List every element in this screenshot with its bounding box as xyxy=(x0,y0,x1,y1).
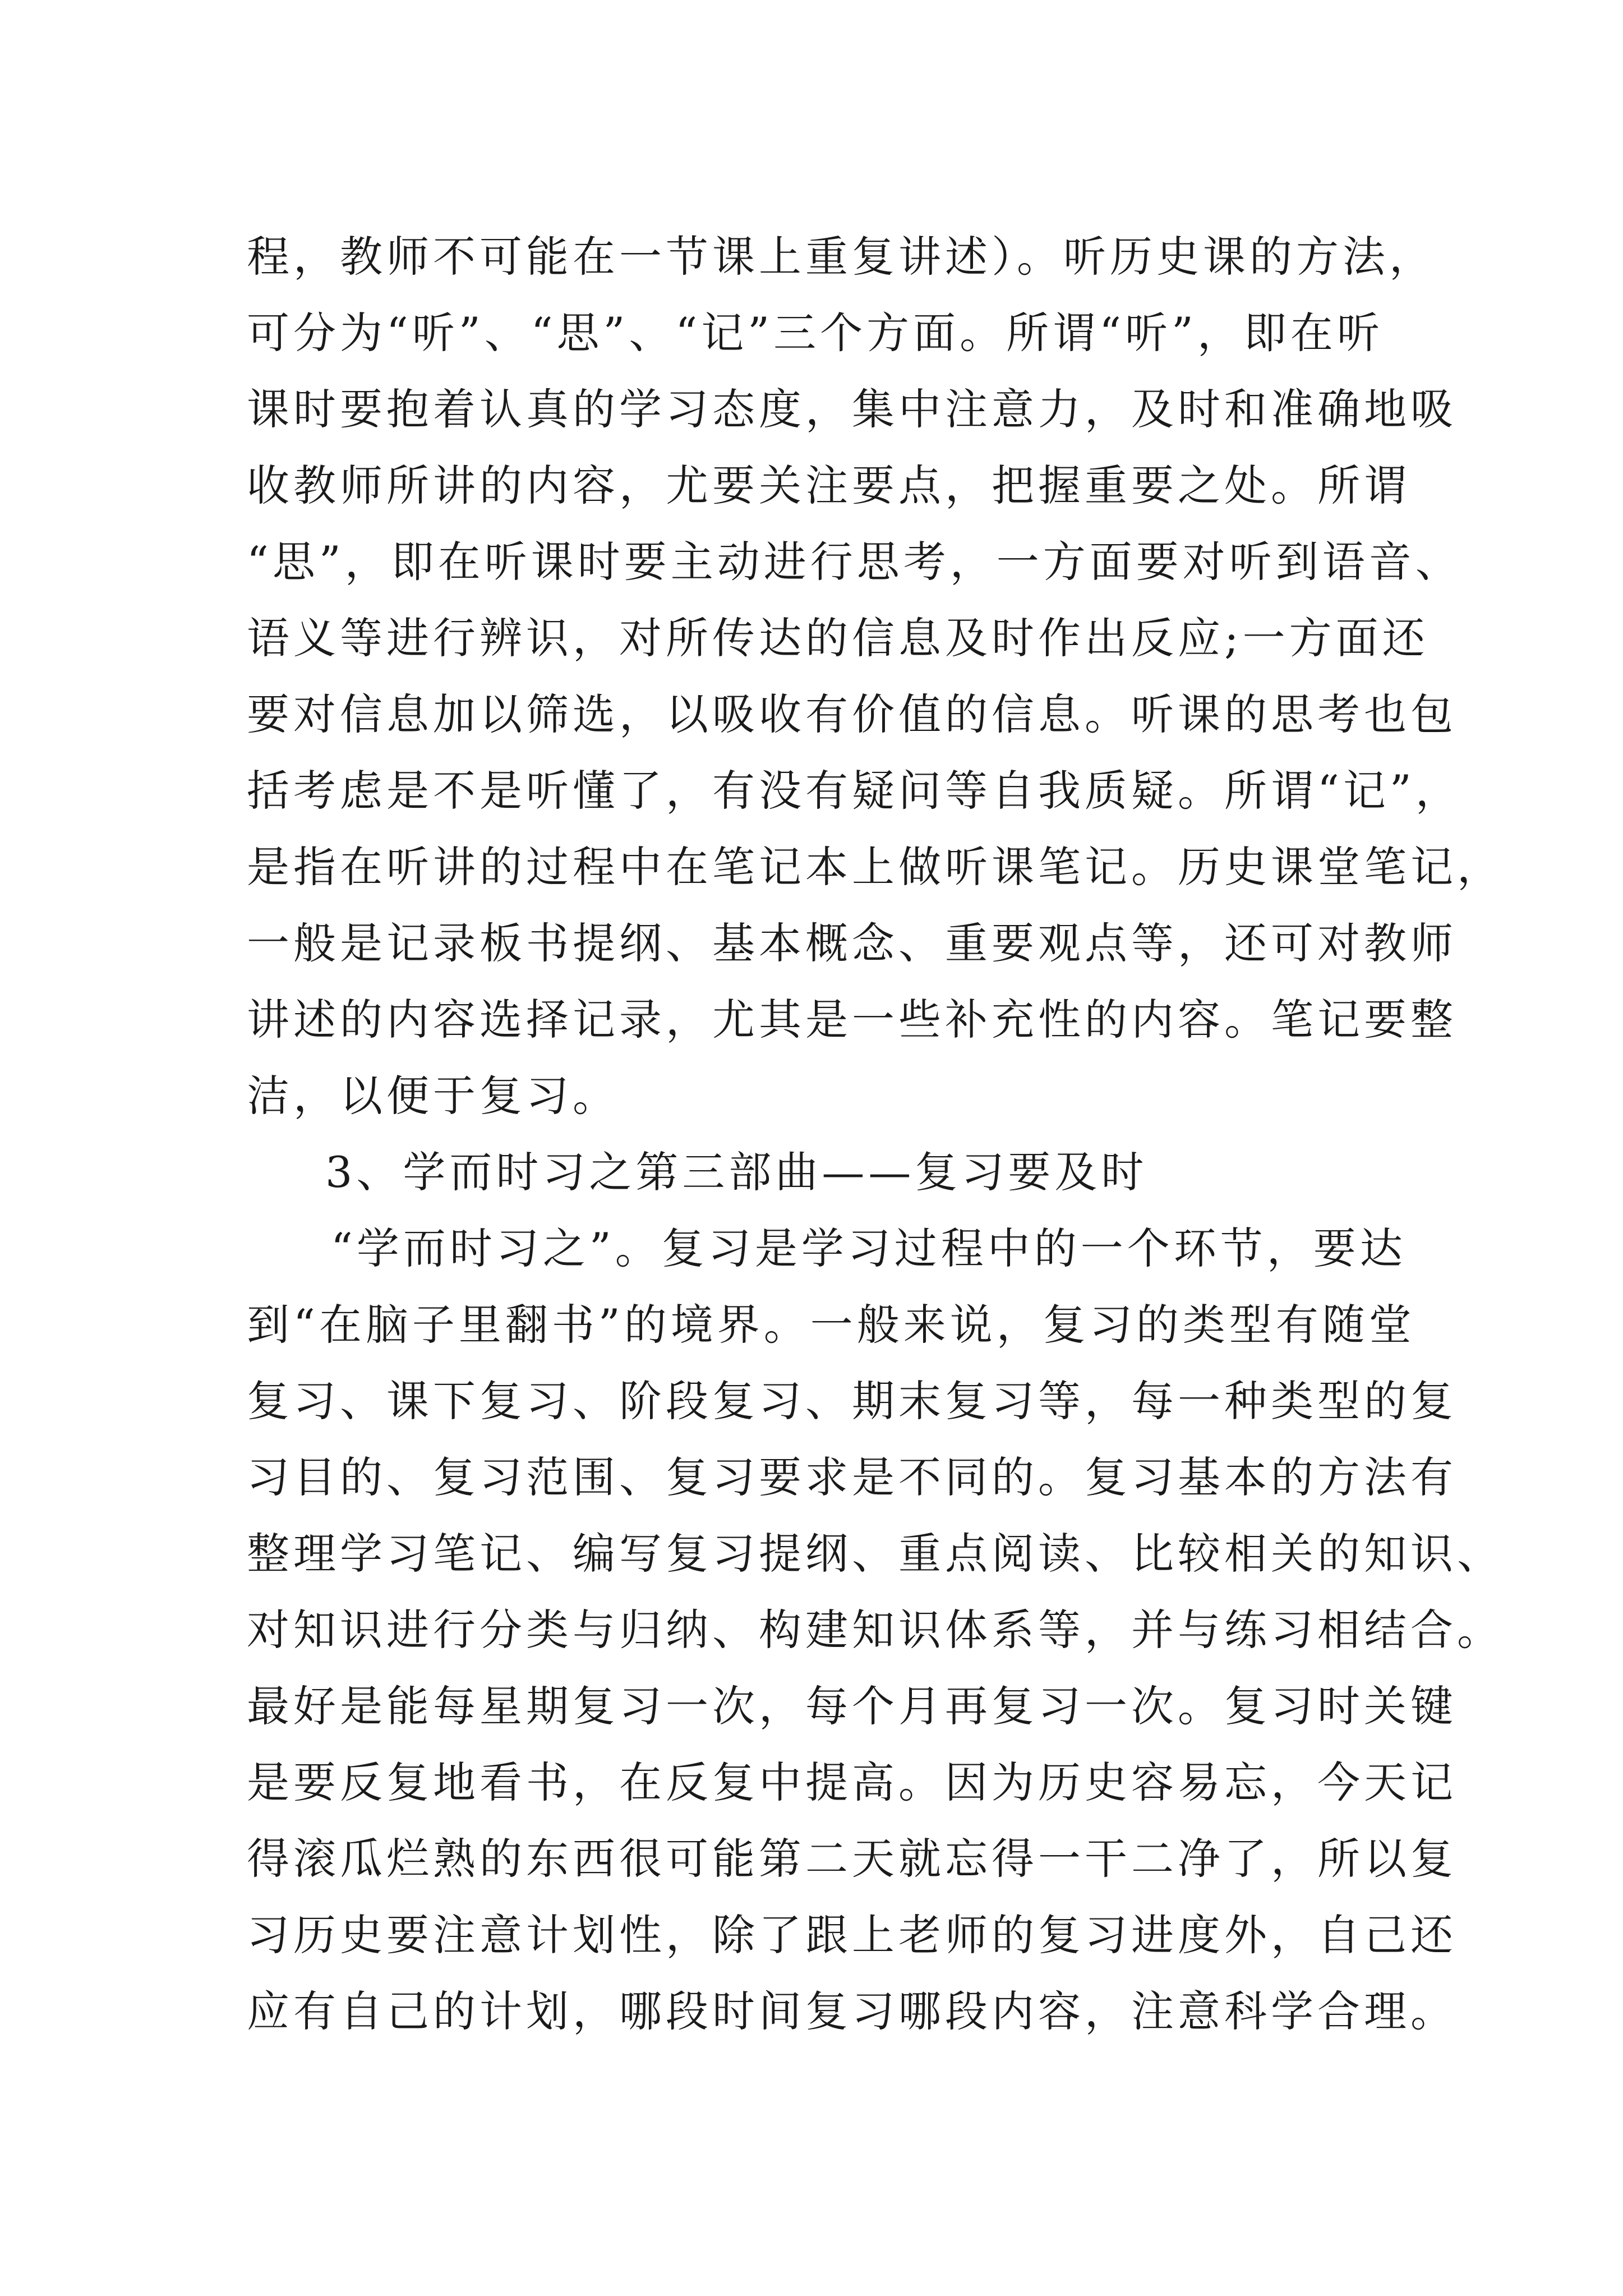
text-line: 最好是能每星期复习一次，每个月再复习一次。复习时关键 xyxy=(247,1681,1457,1731)
text-line: 对知识进行分类与归纳、构建知识体系等，并与练习相结合。 xyxy=(247,1605,1504,1655)
text-line: 习历史要注意计划性，除了跟上老师的复习进度外，自己还 xyxy=(247,1910,1457,1960)
text-line: 是要反复地看书，在反复中提高。因为历史容易忘，今天记 xyxy=(247,1757,1457,1807)
text-line: 到“在脑子里翻书”的境界。一般来说，复习的类型有随堂 xyxy=(247,1300,1415,1350)
text-line: 洁，以便于复习。 xyxy=(247,1071,619,1121)
text-line: 要对信息加以筛选，以吸收有价值的信息。听课的思考也包 xyxy=(247,689,1457,739)
text-line: 是指在听讲的过程中在笔记本上做听课笔记。历史课堂笔记， xyxy=(247,842,1504,892)
text-line: 应有自己的计划，哪段时间复习哪段内容，注意科学合理。 xyxy=(247,1986,1457,2036)
text-line: 可分为“听”、“思”、“记”三个方面。所谓“听”，即在听 xyxy=(247,308,1384,358)
section-heading: 3、学而时习之第三部曲——复习要及时 xyxy=(325,1147,1148,1197)
body-text xyxy=(247,219,1504,2050)
text-line: 程，教师不可能在一节课上重复讲述）。听历史课的方法， xyxy=(247,232,1436,282)
text-line: 语义等进行辨识，对所传达的信息及时作出反应;一方面还 xyxy=(247,613,1429,663)
text-line: 整理学习笔记、编写复习提纲、重点阅读、比较相关的知识、 xyxy=(247,1529,1504,1579)
text-line: 讲述的内容选择记录，尤其是一些补充性的内容。笔记要整 xyxy=(247,995,1457,1045)
text-line: 习目的、复习范围、复习要求是不同的。复习基本的方法有 xyxy=(247,1452,1457,1502)
text-line: 复习、课下复习、阶段复习、期末复习等，每一种类型的复 xyxy=(247,1376,1457,1426)
text-line: 课时要抱着认真的学习态度，集中注意力，及时和准确地吸 xyxy=(247,384,1457,434)
text-line: 收教师所讲的内容，尤要关注要点，把握重要之处。所谓 xyxy=(247,461,1410,510)
text-line: “学而时习之”。复习是学习过程中的一个环节，要达 xyxy=(331,1223,1407,1273)
text-line: 括考虑是不是听懂了，有没有疑问等自我质疑。所谓“记”， xyxy=(247,766,1462,816)
text-line: 一般是记录板书提纲、基本概念、重要观点等，还可对教师 xyxy=(247,918,1457,968)
text-line: “思”，即在听课时要主动进行思考，一方面要对听到语音、 xyxy=(247,537,1462,587)
text-line: 得滚瓜烂熟的东西很可能第二天就忘得一干二净了，所以复 xyxy=(247,1834,1457,1884)
